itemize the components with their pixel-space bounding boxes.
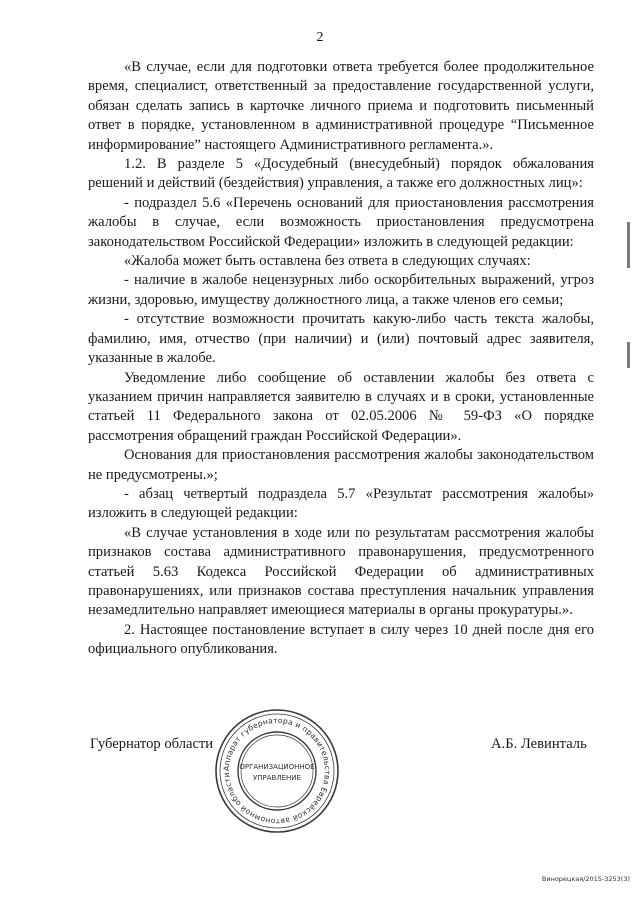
- paragraph-subsection-5-6: - подраздел 5.6 «Перечень оснований для приостановления рассмотрения жалобы в случае, если возможность приостановления предусмотрена законодательством Российской Федерации» изложить в следующей редакции:: [88, 194, 594, 250]
- paragraph-quote-written-response: «В случае, если для подготовки ответа требуется более продолжительное время, специалист, ответственный за предоставление государственной услуги, обязан сделать запись в карточке личного приема и подготовить письменный ответ в порядке, установленном в административной процедуре “Письменное информирование” настоящего Административного регламента.».: [88, 59, 594, 153]
- paragraph-obscene-language: - наличие в жалобе нецензурных либо оскорбительных выражений, угроз жизни, здоровью, имуществу должностного лица, а также членов его семьи;: [88, 272, 594, 308]
- paragraph-unreadable-text: - отсутствие возможности прочитать какую-либо часть текста жалобы, фамилию, имя, отчество (при наличии) и (или) почтовый адрес заявителя, указанные в жалобе.: [88, 311, 594, 367]
- stamp-ring-text: Аппарат губернатора и правительства Еврейской автономной области: [221, 715, 333, 827]
- page-number: 2: [316, 30, 324, 45]
- signature-position: Губернатор области: [90, 736, 214, 752]
- footer-code: Винорецкая/2015-3253(3): [541, 875, 630, 883]
- signature-name: А.Б. Левинталь: [491, 736, 587, 752]
- paragraph-notification: Уведомление либо сообщение об оставлении жалобы без ответа с указанием причин направляется заявителю в случаях и в сроки, установленные статьей 11 Федерального закона от 02.05.2006 № 59-ФЗ «О порядке рассмотрения обращений граждан Российской Федерации».: [88, 369, 594, 444]
- stamp-center-line1: ОРГАНИЗАЦИОННОЕ: [239, 763, 315, 771]
- official-stamp: [213, 707, 341, 835]
- stamp-center-line2: УПРАВЛЕНИЕ: [253, 774, 301, 782]
- paragraph-section-1-2: 1.2. В разделе 5 «Досудебный (внесудебный) порядок обжалования решений и действий (бездействия) управления, а также его должностных лиц»:: [88, 156, 594, 192]
- paragraph-subsection-5-7: - абзац четвертый подраздела 5.7 «Результат рассмотрения жалобы» изложить в следующей редакции:: [88, 485, 594, 522]
- paragraph-effective-date: 2. Настоящее постановление вступает в силу через 10 дней после дня его официального опубликования.: [88, 621, 594, 658]
- paragraph-prosecution: «В случае установления в ходе или по результатам рассмотрения жалобы признаков состава административного правонарушения, предусмотренного статьей 5.63 Кодекса Российской Федерации об административных правонарушениях, или признаков состава преступления начальник управления незамедлительно направляет имеющиеся материалы в органы прокуратуры.».: [88, 524, 594, 619]
- paragraph-grounds-suspension: Основания для приостановления рассмотрения жалобы законодательством не предусмотрены.»;: [88, 447, 594, 483]
- scan-edge-mark-top: [627, 222, 630, 268]
- document-body: [88, 58, 594, 660]
- paragraph-complaint-without-answer: «Жалоба может быть оставлена без ответа в следующих случаях:: [124, 253, 531, 270]
- scan-edge-mark-bottom: [627, 342, 630, 368]
